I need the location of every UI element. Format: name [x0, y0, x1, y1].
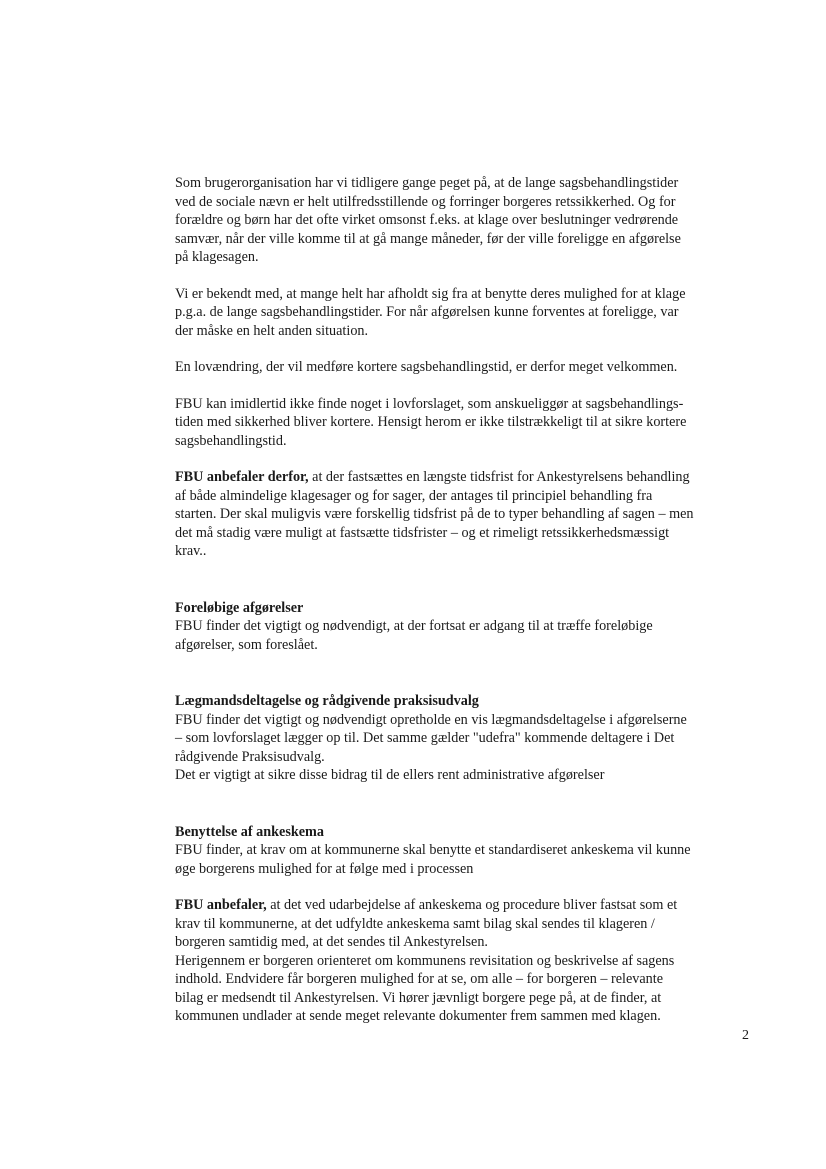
text-line: En lovændring, der vil medføre kortere sagsbehandlingstid, er derfor meget velkommen.: [175, 359, 678, 375]
text-line: Som brugerorganisation har vi tidligere gange peget på, at de lange sagsbehandlingstider: [175, 175, 679, 191]
text-line: rådgivende Praksisudvalg.: [175, 748, 325, 765]
paragraph-awareness: [175, 285, 750, 341]
text-line: sagsbehandlingstid.: [175, 432, 287, 449]
text-line: ved de sociale nævn er helt utilfredsstillende og forringer borgeres retssikkerhed. Og for: [175, 193, 676, 210]
section-lay-participation: [175, 692, 750, 785]
paragraph-recommendation-deadline: [175, 468, 750, 561]
page-number: 2: [742, 1028, 749, 1043]
section-interim-decisions: [175, 599, 750, 655]
text-line: der måske en helt anden situation.: [175, 322, 369, 339]
text-line: krav..: [175, 543, 207, 559]
section-heading: Benyttelse af ankeskema: [175, 823, 324, 840]
section-appeal-form: [175, 823, 750, 879]
recommendation-lead: FBU anbefaler derfor,: [175, 469, 309, 485]
section-heading: Foreløbige afgørelser: [175, 599, 304, 616]
text-line: krav til kommunerne, at det udfyldte ankeskema samt bilag skal sendes til klageren /: [175, 915, 655, 932]
text-fragment: at der fastsættes en længste tidsfrist for Ankestyrelsens behandling: [308, 469, 690, 485]
text-line: Det er vigtigt at sikre disse bidrag til de ellers rent administrative afgørelser: [175, 767, 605, 783]
text-line: på klagesagen.: [175, 249, 259, 265]
text-line: afgørelser, som foreslået.: [175, 636, 318, 653]
text-line: indhold. Endvidere får borgeren mulighed for at se, om alle – for borgeren – relevante: [175, 971, 663, 987]
text-line: samvær, når der ville komme til at gå mange måneder, før der ville foreligge en afgørelse: [175, 230, 681, 247]
paragraph-intro: [175, 174, 750, 267]
text-line: bilag er medsendt til Ankestyrelsen. Vi hører jævnligt borgere pege på, at de finder, at: [175, 989, 662, 1006]
recommendation-lead: FBU anbefaler,: [175, 897, 267, 913]
paragraph-recommendation-appeal: [175, 896, 750, 1026]
text-line: Vi er bekendt med, at mange helt har afholdt sig fra at benytte deres mulighed for at klage: [175, 285, 686, 302]
text-line: [175, 468, 750, 487]
text-line: Herigennem er borgeren orienteret om kommunens revisitation og beskrivelse af sagens: [175, 952, 675, 969]
text-line: p.g.a. de lange sagsbehandlingstider. For når afgørelsen kunne forventes at foreligge, var: [175, 304, 679, 320]
text-line: forældre og børn har det ofte virket omsonst f.eks. at klage over beslutninger vedrørende: [175, 212, 679, 228]
text-line: [175, 896, 750, 915]
paragraph-law-change: [175, 358, 750, 377]
text-line: kommunen undlader at sende meget relevante dokumenter frem sammen med klagen.: [175, 1008, 661, 1024]
text-fragment: at det ved udarbejdelse af ankeskema og procedure bliver fastsat som et: [266, 897, 678, 913]
text-line: FBU kan imidlertid ikke finde noget i lovforslaget, som anskueliggør at sagsbehandlings-: [175, 395, 684, 412]
text-line: FBU finder det vigtigt og nødvendigt opretholde en vis lægmandsdeltagelse i afgørelserne: [175, 711, 687, 728]
section-heading: Lægmandsdeltagelse og rådgivende praksisudvalg: [175, 693, 479, 709]
text-line: FBU finder det vigtigt og nødvendigt, at der fortsat er adgang til at træffe foreløbige: [175, 618, 653, 634]
text-line: det må stadig være muligt at fastsætte tidsfrister – og et rimeligt retssikkerhedsmæssigt: [175, 524, 670, 541]
text-line: starten. Der skal muligvis være forskellig tidsfrist på de to typer behandling af sagen – men: [175, 506, 694, 522]
text-line: – som lovforslaget lægger op til. Det samme gælder "udefra" kommende deltagere i Det: [175, 730, 675, 746]
document-body: [175, 174, 750, 1044]
paragraph-concern: [175, 395, 750, 451]
text-line: af både almindelige klagesager og for sager, der antages til principiel behandling fra: [175, 487, 653, 504]
text-line: øge borgerens mulighed for at følge med i processen: [175, 860, 474, 877]
text-line: FBU finder, at krav om at kommunerne skal benytte et standardiseret ankeskema vil kunne: [175, 842, 691, 858]
text-line: tiden med sikkerhed bliver kortere. Hensigt herom er ikke tilstrækkeligt til at sikre kortere: [175, 414, 687, 430]
text-line: borgeren samtidig med, at det sendes til Ankestyrelsen.: [175, 934, 488, 950]
